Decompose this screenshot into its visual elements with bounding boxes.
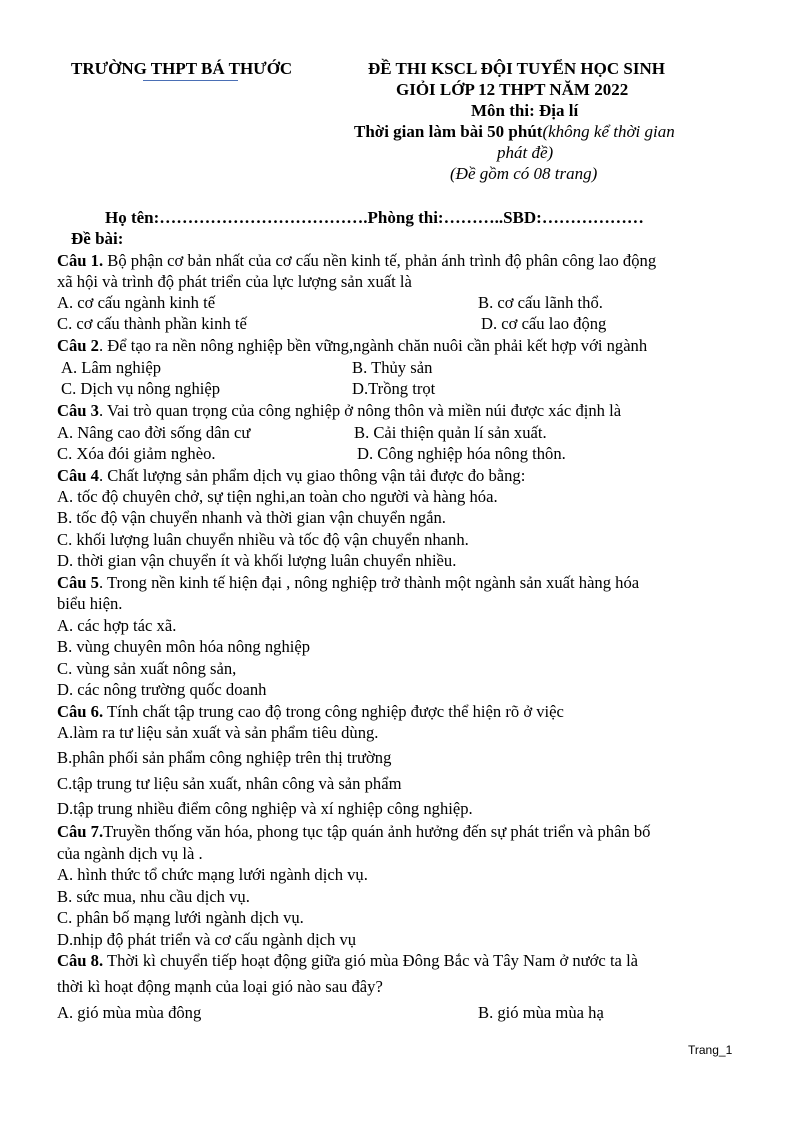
question-3-option-b: B. Cải thiện quản lí sản xuất. (354, 423, 547, 442)
question-1-option-a: A. cơ cấu ngành kinh tế (57, 293, 216, 312)
question-3-option-d: D. Công nghiệp hóa nông thôn. (357, 444, 566, 463)
question-1-option-c: C. cơ cấu thành phần kinh tế (57, 314, 247, 333)
question-4-option-c: C. khối lượng luân chuyển nhiều và tốc độ vận chuyển nhanh. (57, 530, 469, 549)
exam-time (354, 122, 675, 142)
question-8-option-a: A. gió mùa mùa đông (57, 1003, 202, 1022)
question-7-stem-1: Truyền thống văn hóa, phong tục tập quán ảnh hưởng đến sự phát triển và phân bố (103, 822, 651, 841)
question-2-option-c: C. Dịch vụ nông nghiệp (61, 379, 221, 398)
question-1-option-d: D. cơ cấu lao động (481, 314, 607, 333)
exam-pages-note: (Đề gồm có 08 trang) (450, 164, 598, 183)
question-3-label: Câu 3 (57, 401, 99, 420)
question-3-option-a: A. Nâng cao đời sống dân cư (57, 423, 251, 442)
question-4-label: Câu 4 (57, 466, 99, 485)
question-7-stem-2: của ngành dịch vụ là . (57, 844, 203, 863)
question-4-stem-1: . Chất lượng sản phẩm dịch vụ giao thông vận tải được đo bằng: (98, 466, 526, 485)
question-5-stem-1: . Trong nền kinh tế hiện đại , nông nghiệp trở thành một ngành sản xuất hàng hóa (98, 573, 640, 592)
question-8-option-b: B. gió mùa mùa hạ (478, 1003, 604, 1022)
question-6-option-d: D.tập trung nhiều điểm công nghiệp và xí nghiệp công nghiệp. (57, 799, 473, 818)
question-4-option-a: A. tốc độ chuyên chở, sự tiện nghi,an toàn cho người và hàng hóa. (57, 487, 498, 506)
question-2-option-a: A. Lâm nghiệp (61, 358, 162, 377)
question-7-option-a: A. hình thức tổ chức mạng lưới ngành dịch vụ. (57, 865, 368, 884)
question-3-option-c: C. Xóa đói giảm nghèo. (57, 444, 216, 463)
question-2-label: Câu 2 (57, 336, 99, 355)
question-7-line-1 (57, 821, 650, 842)
question-5-option-a: A. các hợp tác xã. (57, 616, 177, 635)
exam-title-line-2: GIỎI LỚP 12 THPT NĂM 2022 (396, 80, 629, 99)
question-8-stem-2: thời kì hoạt động mạnh của loại gió nào sau đây? (57, 977, 383, 996)
question-1-label: Câu 1. (57, 251, 104, 270)
question-6-line-1 (57, 701, 564, 722)
candidate-info-line: Họ tên:……………………………….Phòng thi:………..SBD:……………… (105, 208, 644, 227)
question-6-stem-1: Tính chất tập trung cao độ trong công nghiệp được thể hiện rõ ở việc (103, 702, 564, 721)
question-6-label: Câu 6. (57, 702, 104, 721)
exam-title-line-1: ĐỀ THI KSCL ĐỘI TUYỂN HỌC SINH (368, 59, 665, 78)
question-1-stem-1: Bộ phận cơ bản nhất của cơ cấu nền kinh tế, phản ánh trình độ phân công lao động (103, 251, 657, 270)
question-1-stem-2: xã hội và trình độ phát triển của lực lượng sản xuất là (57, 272, 412, 291)
question-4-line-1 (57, 465, 525, 486)
question-5-stem-2: biểu hiện. (57, 594, 123, 613)
question-2-line-1 (57, 335, 647, 356)
question-5-line-1 (57, 572, 639, 593)
question-8-line-1 (57, 950, 638, 971)
question-6-option-c: C.tập trung tư liệu sản xuất, nhân công và sản phẩm (57, 774, 402, 793)
question-7-option-b: B. sức mua, nhu cầu dịch vụ. (57, 887, 250, 906)
question-6-option-b: B.phân phối sản phẩm công nghiệp trên thị trường (57, 748, 392, 767)
question-5-option-d: D. các nông trường quốc doanh (57, 680, 267, 699)
question-3-line-1 (57, 400, 621, 421)
exam-subject: Môn thi: Địa lí (471, 101, 579, 120)
question-7-label: Câu 7. (57, 822, 104, 841)
exam-time-note-2: phát đề) (497, 143, 554, 162)
question-7-option-c: C. phân bố mạng lưới ngành dịch vụ. (57, 908, 304, 927)
question-3-stem-1: . Vai trò quan trọng của công nghiệp ở nông thôn và miền núi được xác định là (98, 401, 622, 420)
question-6-option-a: A.làm ra tư liệu sản xuất và sản phẩm tiêu dùng. (57, 723, 379, 742)
question-8-stem-1: Thời kì chuyển tiếp hoạt động giữa gió mùa Đông Bắc và Tây Nam ở nước ta là (103, 951, 639, 970)
question-2-stem-1: . Để tạo ra nền nông nghiệp bền vững,ngành chăn nuôi cần phải kết hợp với ngành (98, 336, 648, 355)
question-8-label: Câu 8. (57, 951, 104, 970)
exam-time-duration: Thời gian làm bài 50 phút (354, 122, 543, 141)
question-5-option-b: B. vùng chuyên môn hóa nông nghiệp (57, 637, 311, 656)
question-1-option-b: B. cơ cấu lãnh thổ. (478, 293, 603, 312)
question-2-option-d: D.Trồng trọt (352, 379, 436, 398)
section-title: Đề bài: (71, 229, 124, 248)
question-2-option-b: B. Thủy sản (352, 358, 433, 377)
question-4-option-d: D. thời gian vận chuyển ít và khối lượng luân chuyển nhiều. (57, 551, 457, 570)
question-5-label: Câu 5 (57, 573, 99, 592)
question-5-option-c: C. vùng sản xuất nông sản, (57, 659, 237, 678)
question-1-line-1 (57, 250, 656, 271)
page-number: Trang_1 (688, 1043, 733, 1057)
school-underline (143, 80, 238, 81)
question-7-option-d: D.nhịp độ phát triển và cơ cấu ngành dịch vụ (57, 930, 357, 949)
school-name: TRƯỜNG THPT BÁ THƯỚC (71, 59, 293, 78)
question-4-option-b: B. tốc độ vận chuyển nhanh và thời gian vận chuyển ngắn. (57, 508, 446, 527)
exam-time-note: (không kể thời gian (542, 122, 675, 141)
